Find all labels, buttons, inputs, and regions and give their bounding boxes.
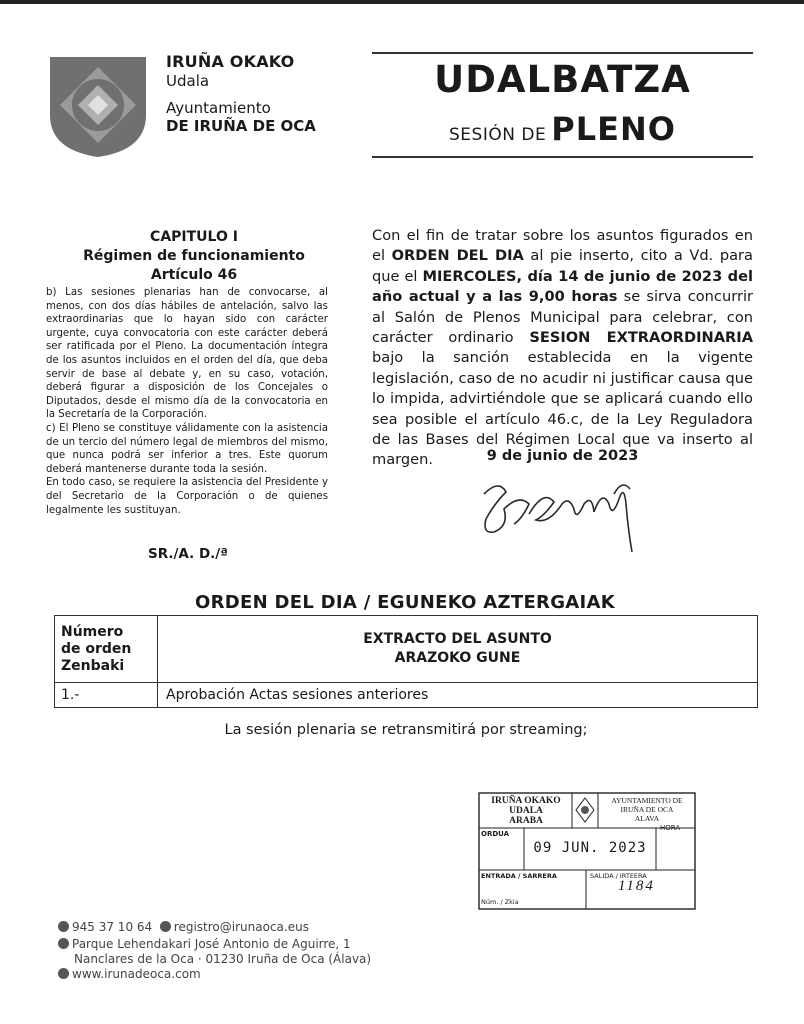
org-name-basque: IRUÑA OKAKO <box>166 52 295 71</box>
convocation-date-time: MIERCOLES, día 14 de junio de 2023 del año actual y a las 9,00 horas <box>372 267 753 306</box>
at-icon <box>160 921 171 932</box>
stamp-right-line2: IRUÑA DE OCA <box>620 805 674 814</box>
org-udala: Udala <box>166 72 210 90</box>
location-icon <box>58 938 69 949</box>
stamp-num-label: Núm. / Zkia <box>481 898 519 906</box>
agenda-col-number <box>55 616 158 683</box>
title-udalbatza: UDALBATZA <box>434 58 691 101</box>
convocation-part1: Con el fin de tratar sobre los asuntos figurados en el <box>372 227 753 265</box>
stamp-salida-label: SALIDA / IRTEERA <box>590 872 647 880</box>
title-sesion-pleno <box>372 110 753 148</box>
stamp-right-line1: AYUNTAMIENTO DE <box>611 796 683 805</box>
regime-heading: Régimen de funcionamiento <box>83 248 305 264</box>
article-heading: Artículo 46 <box>150 267 238 283</box>
stamp-orden-label: ORDUA <box>481 830 510 838</box>
stamp-number: 1184 <box>618 878 655 894</box>
agenda-table <box>54 615 758 708</box>
col-number-line2: de orden <box>61 640 132 657</box>
stamp-right-line3: ALAVA <box>634 814 660 823</box>
convocation-session-type: SESION EXTRAORDINARIA <box>529 329 753 347</box>
stamp-date: 09 JUN. 2023 <box>533 840 647 856</box>
article-text <box>46 286 328 517</box>
col-number-line3: Zenbaki <box>61 657 125 674</box>
footer-address-line1 <box>58 937 351 951</box>
stamp-right-org <box>600 796 694 823</box>
article-paragraph-final: En todo caso, se requiere la asistencia del Presidente y del Secretario de la Corporación o de quienes legalmente les sustituyan. <box>46 477 328 516</box>
footer-address2: Nanclares de la Oca · 01230 Iruña de Oca (Álava) <box>74 952 372 966</box>
agenda-item-text: Aprobación Actas sesiones anteriores <box>158 683 758 708</box>
table-row <box>55 683 758 708</box>
footer-web: www.irunadeoca.com <box>72 967 201 981</box>
convocation-part3: se sirva concurrir al Salón de Plenos Municipal para celebrar, con carácter ordinario <box>372 288 753 347</box>
stamp-left-line1: IRUÑA OKAKO <box>491 796 561 806</box>
top-border <box>0 0 804 4</box>
footer-phone: 945 37 10 64 <box>72 920 153 934</box>
org-name-spanish: DE IRUÑA DE OCA <box>166 117 316 135</box>
article-paragraph-b: b) Las sesiones plenarias han de convocarse, al menos, con dos días hábiles de antelación, salvo las extraordinarias que lo hayan sido con carácter urgente, cuya convocatoria con este carácter deberá ser ratificada por el Pleno. La documentación íntegra de los asuntos incluidos en el orden del día, que deba servir de base al debate y, en su caso, votación, deberá figurar a disposición de los Concejales o Diputados, desde el mismo día de la convocatoria en la Secretaría de la Corporación. <box>46 287 328 421</box>
col-subject-line1: EXTRACTO DEL ASUNTO <box>363 631 552 647</box>
document-date: 9 de junio de 2023 <box>486 448 639 464</box>
agenda-item-number: 1.- <box>55 683 158 708</box>
agenda-col-subject <box>158 616 758 683</box>
globe-icon <box>58 968 69 979</box>
stamp-hora-label: HORA <box>660 824 681 832</box>
coat-of-arms-logo <box>48 55 148 159</box>
article-paragraph-c: c) El Pleno se constituye válidamente con la asistencia de un tercio del número legal de miembros del mismo, que nunca podrá ser inferior a tres. Este quorum deberá mantenerse durante toda la sesión. <box>46 422 328 475</box>
stamp-entrada-label: ENTRADA / SARRERA <box>481 872 557 880</box>
col-subject-line2: ARAZOKO GUNE <box>394 650 521 666</box>
handwritten-signature <box>474 474 644 556</box>
title-pleno: PLENO <box>551 110 676 148</box>
phone-icon <box>58 921 69 932</box>
agenda-title: ORDEN DEL DIA / EGUNEKO AZTERGAIAK <box>194 592 616 613</box>
org-ayuntamiento: Ayuntamiento <box>166 99 271 117</box>
title-rule-bottom <box>372 156 753 158</box>
convocation-part2: al pie inserto, cito a Vd. para que el <box>372 247 753 285</box>
convocation-part4: bajo la sanción establecida en la vigente legislación, caso de no acudir ni justificar causa que lo impida, advirtiéndole que se aplicará cuando ello sea posible el artículo 46.c, de la Ley Reguladora de las Bases del Régimen Local que va inserto al margen. <box>372 349 753 469</box>
title-rule-top <box>372 52 753 54</box>
stamp-left-line3: ARABA <box>509 816 543 826</box>
footer-email: registro@irunaoca.eus <box>173 920 309 934</box>
addressee: SR./A. D./ª <box>148 546 228 562</box>
streaming-notice: La sesión plenaria se retransmitirá por streaming; <box>224 722 588 738</box>
convocation-orden: ORDEN DEL DIA <box>391 247 524 265</box>
registry-stamp <box>478 792 696 910</box>
title-sesion-de: SESIÓN DE <box>449 125 547 145</box>
col-number-line1: Número <box>61 623 124 640</box>
convocation-text <box>372 226 753 471</box>
chapter-heading: CAPITULO I <box>150 229 238 245</box>
agenda-header-row <box>55 616 758 683</box>
stamp-left-org <box>482 796 570 826</box>
stamp-left-line2: UDALA <box>509 806 543 816</box>
footer-address1: Parque Lehendakari José Antonio de Aguirre, 1 <box>72 937 351 951</box>
footer-web-line <box>58 967 201 981</box>
footer-contact <box>58 920 309 934</box>
